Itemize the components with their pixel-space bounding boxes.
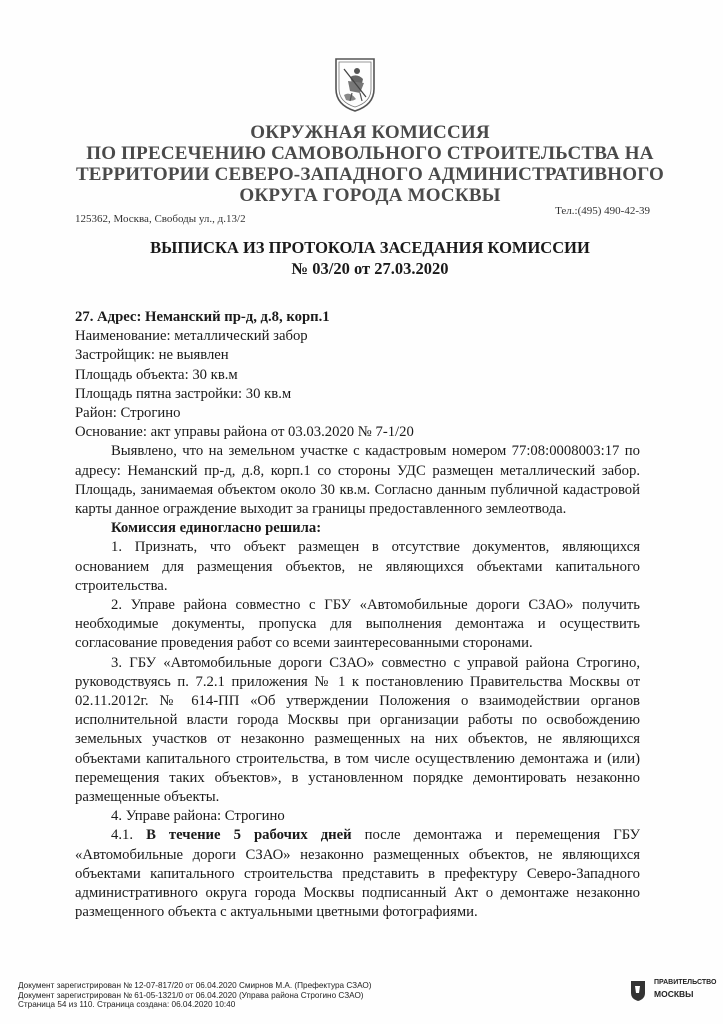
registration-line: Документ зарегистрирован № 12-07-817/20 от 06.04.2020 Смирнов М.А. (Префектура СЗАО) — [18, 981, 372, 990]
decision-point-1: 1. Признать, что объект размещен в отсутствие документов, являющихся основанием для размещения объектов, не являющихся объектами капитального строительства. — [75, 539, 640, 594]
registration-footer — [18, 981, 538, 1010]
title-line: ВЫПИСКА ИЗ ПРОТОКОЛА ЗАСЕДАНИЯ КОМИССИИ — [150, 238, 590, 257]
decision-point-4-1 — [75, 826, 640, 922]
document-body — [75, 308, 640, 923]
deadline-text: В течение 5 рабочих дней — [146, 827, 352, 844]
phone-number: Тел.:(495) 490-42-39 — [555, 205, 650, 217]
logo-line: ПРАВИТЕЛЬСТВО — [654, 979, 717, 986]
item-district: Район: Строгино — [75, 405, 181, 422]
item-name: Наименование: металлический забор — [75, 328, 308, 345]
decision-point-3: 3. ГБУ «Автомобильные дороги СЗАО» совместно с управой района Строгино, руководствуясь п. 7.2.1 приложения № 1 к постановлению Правительства Москвы от 02.11.2012г. № 614-ПП «Об утверждении Положения о взаимодействии органов исполнительной власти города Москвы при организации работы по освобождению земельных участков от незаконно размещенных на них объектов, не являющихся объектами капитального строительства, в том числе осуществлению демонтажа и (или) перемещения таких объектов», в установленном порядке демонтировать незаконно размещенные объекты. — [75, 654, 640, 806]
contact-row — [75, 205, 650, 225]
finding-paragraph: Выявлено, что на земельном участке с кадастровым номером 77:08:0008003:17 по адресу: Неманский пр-д, д.8, корп.1 со стороны УДС размещен металлический забор. Площадь, занимаемая объектом около 30 кв.м. Согласно данным публичной кадастровой карты данное ограждение выходит за границы предоставленного землеотвода. — [75, 443, 640, 518]
item-basis: Основание: акт управы района от 03.03.2020 № 7-1/20 — [75, 424, 414, 441]
postal-address: 125362, Москва, Свободы ул., д.13/2 — [75, 213, 246, 225]
item-address-heading: 27. Адрес: Неманский пр-д, д.8, корп.1 — [75, 309, 330, 325]
point-text: после демонтажа и перемещения ГБУ «Автомобильные дороги СЗАО» незаконно размещенных объектов, не являющихся объектами капитального строительства представить в префектуру Северо-Западного административного округа города Москвы подписанный Акт о демонтаже незаконно размещенного объекта с актуальными цветными фотографиями. — [75, 827, 641, 921]
organization-name — [60, 122, 680, 206]
item-footprint: Площадь пятна застройки: 30 кв.м — [75, 385, 292, 402]
decision-point-2: 2. Управе района совместно с ГБУ «Автомобильные дороги СЗАО» получить необходимые документы, пропуска для выполнения демонтажа и осуществить согласование проведения работ со всеми заинтересованными сторонами. — [75, 597, 640, 652]
document-title — [60, 237, 680, 279]
decision-point-4: 4. Управе района: Строгино — [111, 808, 285, 825]
registration-line: Документ зарегистрирован № 61-05-1321/0 от 06.04.2020 (Управа района Строгино СЗАО) — [18, 990, 364, 1000]
moscow-government-logo — [630, 976, 715, 1016]
point-number: 4.1. — [111, 827, 147, 844]
item-developer: Застройщик: не выявлен — [75, 347, 229, 364]
decision-heading: Комиссия единогласно решила: — [111, 520, 322, 537]
coat-of-arms-icon — [630, 980, 646, 1002]
logo-line: МОСКВЫ — [654, 989, 694, 999]
moscow-coat-of-arms-icon — [330, 55, 380, 113]
org-line: ПО ПРЕСЕЧЕНИЮ САМОВОЛЬНОГО СТРОИТЕЛЬСТВА НА — [86, 143, 654, 164]
protocol-number: № 03/20 от 27.03.2020 — [291, 259, 449, 278]
org-line: ТЕРРИТОРИИ СЕВЕРО-ЗАПАДНОГО АДМИНИСТРАТИВНОГО — [75, 164, 665, 185]
item-area: Площадь объекта: 30 кв.м — [75, 366, 238, 383]
page-info: Страница 54 из 110. Страница создана: 06.04.2020 10:40 — [18, 1000, 236, 1010]
org-line: ОКРУЖНАЯ КОМИССИЯ — [250, 122, 490, 143]
org-line: ОКРУГА ГОРОДА МОСКВЫ — [239, 185, 501, 206]
